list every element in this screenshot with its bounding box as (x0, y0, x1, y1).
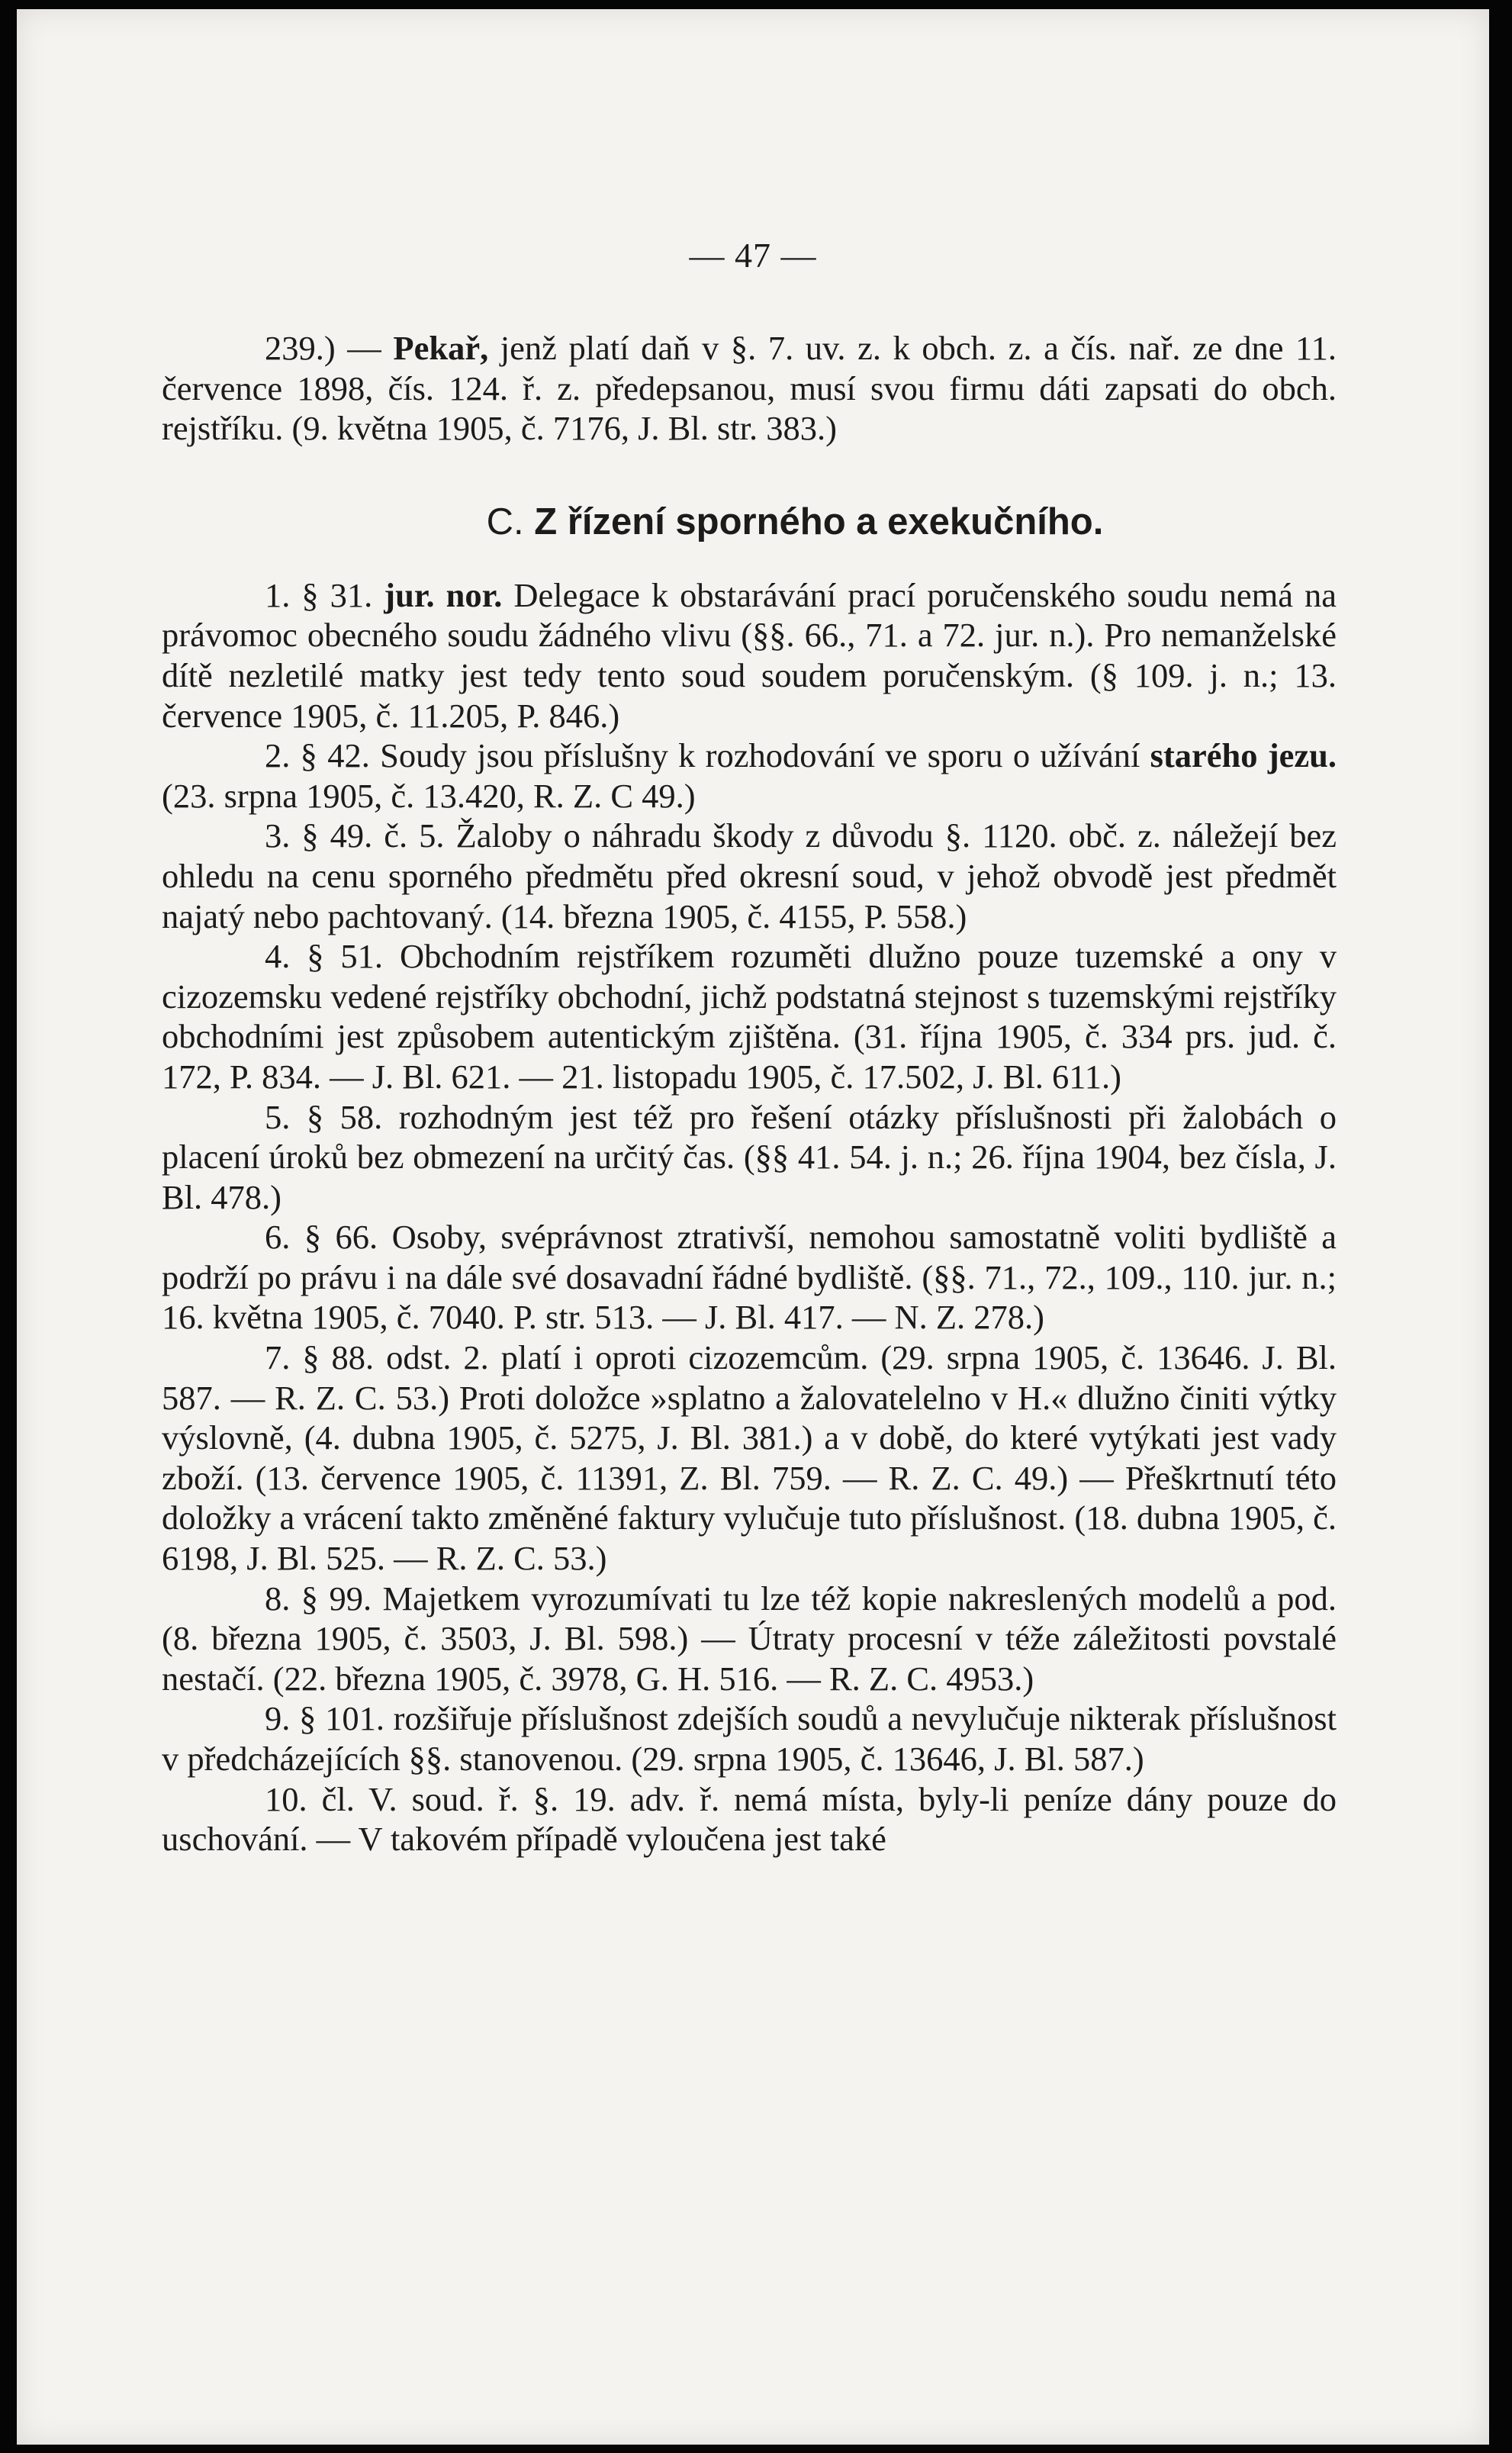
paragraph-ref: § 101. (299, 1699, 384, 1738)
entry-number: 8. (265, 1579, 291, 1618)
paragraph-ref: čl. V. soud. ř. (321, 1779, 519, 1818)
paragraph-ref: § 31. (301, 575, 373, 614)
entry-3 (162, 816, 1337, 936)
entry-number: 1. (265, 575, 291, 614)
entry-1 (162, 575, 1337, 736)
entry-text: §. 19. adv. ř. nemá místa, byly-li peníze dány pouze do uschování. — V takovém případě vyloučena jest také (162, 1779, 1337, 1859)
paragraph-ref: § 58. (306, 1097, 383, 1136)
entry-text: rozšiřuje příslušnost zdejších soudů a nevylučuje nikterak příslušnost v předcházejících §§. stanovenou. (29. srpna 1905, č. 13646, J. Bl. 587.) (162, 1699, 1337, 1778)
entry-7 (162, 1338, 1337, 1579)
entry-text: Delegace k obstarávání prací poručenského soudu nemá na právomoc obecného soudu žádného vlivu (§§. 66., 71. a 72. jur. n.). Pro nemanželské dítě nezletilé matky jest tedy tento soud soudem poručenským. (§ 109. j. n.; 13. července 1905, č. 11.205, P. 846.) (162, 575, 1337, 735)
section-heading (162, 499, 1337, 545)
entry-text: (23. srpna 1905, č. 13.420, R. Z. C 49.) (162, 776, 696, 815)
entry-2 (162, 736, 1337, 816)
entry-8 (162, 1579, 1337, 1699)
entry-number: 2. (265, 736, 291, 775)
entry-text: Majetkem vyrozumívati tu lze též kopie nakreslených modelů a pod. (8. března 1905, č. 3503, J. Bl. 598.) — Útraty procesní v téže záležitosti povstalé nestačí. (22. března 1905, č. 3978, G. H. 516. — R. Z. C. 4953.) (162, 1579, 1337, 1698)
entry-number: 3. (265, 816, 291, 855)
section-letter: C. (486, 501, 524, 542)
entry-text: Obchodním rejstříkem rozuměti dlužno pouze tuzemské a ony v cizozemsku vedené rejstříky obchodní, jichž podstatná stejnost s tuzemskými rejstříky obchodními jest způsobem autentickým zjištěna. (31. října 1905, č. 334 prs. jud. č. 172, P. 834. — J. Bl. 621. — 21. listopadu 1905, č. 17.502, J. Bl. 611.) (162, 937, 1337, 1096)
paragraph-ref: § 88. (302, 1338, 375, 1377)
entry-number: 5. (265, 1097, 291, 1136)
section-title: Z řízení sporného a exekučního. (534, 501, 1104, 542)
entry-4 (162, 936, 1337, 1096)
entry-number: 10. (265, 1779, 307, 1818)
entry-number: 7. (265, 1338, 291, 1377)
entry-text: rozhodným jest též pro řešení otázky příslušnosti při žalobách o placení úroků bez obmezení na určitý čas. (§§ 41. 54. j. n.; 26. října 1904, bez čísla, J. Bl. 478.) (162, 1097, 1337, 1216)
keyword: starého jezu. (1150, 736, 1337, 775)
intro-paragraph (162, 328, 1337, 449)
paragraph-ref: § 51. (307, 937, 384, 976)
keyword: jur. nor. (384, 575, 503, 614)
entry-text: odst. 2. platí i oproti cizozemcům. (29. srpna 1905, č. 13646. J. Bl. 587. — R. Z. C. 53.) Proti doložce »splatno a žalovatelelno v H.« dlužno činiti výtky výslovně, (4. dubna 1905, č. 5275, J. Bl. 381.) a v době, do které vytýkati jest vady zboží. (13. července 1905, č. 11391, Z. Bl. 759. — R. Z. C. 49.) — Přeškrtnutí této doložky a vrácení takto změněné faktury vylučuje tuto příslušnost. (18. dubna 1905, č. 6198, J. Bl. 525. — R. Z. C. 53.) (162, 1338, 1337, 1578)
paragraph-ref: § 42. (300, 736, 370, 775)
page-number: — 47 — (689, 236, 817, 275)
entry-6 (162, 1217, 1337, 1338)
paragraph-ref: § 66. (304, 1218, 378, 1257)
entry-text-pre: Soudy jsou příslušny k rozhodování ve sporu o užívání (380, 736, 1140, 775)
entry-5 (162, 1097, 1337, 1218)
entry-9 (162, 1698, 1337, 1779)
entry-text: jenž platí daň v §. 7. uv. z. k obch. z. a čís. nař. ze dne 11. července 1898, čís. 124. ř. z. předepsanou, musí svou firmu dáti zapsati do obch. rejstříku. (9. května 1905, č. 7176, J. Bl. str. 383.) (162, 329, 1337, 448)
entry-number: 239.) — (265, 329, 381, 367)
paragraph-ref: § 49. č. 5. (301, 816, 445, 855)
keyword: Pekař, (393, 329, 489, 367)
entry-10 (162, 1779, 1337, 1859)
document-body (162, 328, 1337, 1859)
entry-text: Žaloby o náhradu škody z důvodu §. 1120. obč. z. náležejí bez ohledu na cenu sporného předmětu před okresní soud, v jehož obvodě jest předmět najatý nebo pachtovaný. (14. března 1905, č. 4155, P. 558.) (162, 816, 1337, 935)
entry-number: 6. (265, 1218, 291, 1257)
paragraph-ref: § 99. (301, 1579, 372, 1618)
entry-number: 4. (265, 937, 291, 976)
page-sheet (17, 9, 1489, 2445)
entry-text: Osoby, svéprávnost ztrativší, nemohou samostatně voliti bydliště a podrží po právu i na dále své dosavadní řádné bydliště. (§§. 71., 72., 109., 110. jur. n.; 16. května 1905, č. 7040. P. str. 513. — J. Bl. 417. — N. Z. 278.) (162, 1218, 1337, 1337)
entry-number: 9. (265, 1699, 291, 1738)
